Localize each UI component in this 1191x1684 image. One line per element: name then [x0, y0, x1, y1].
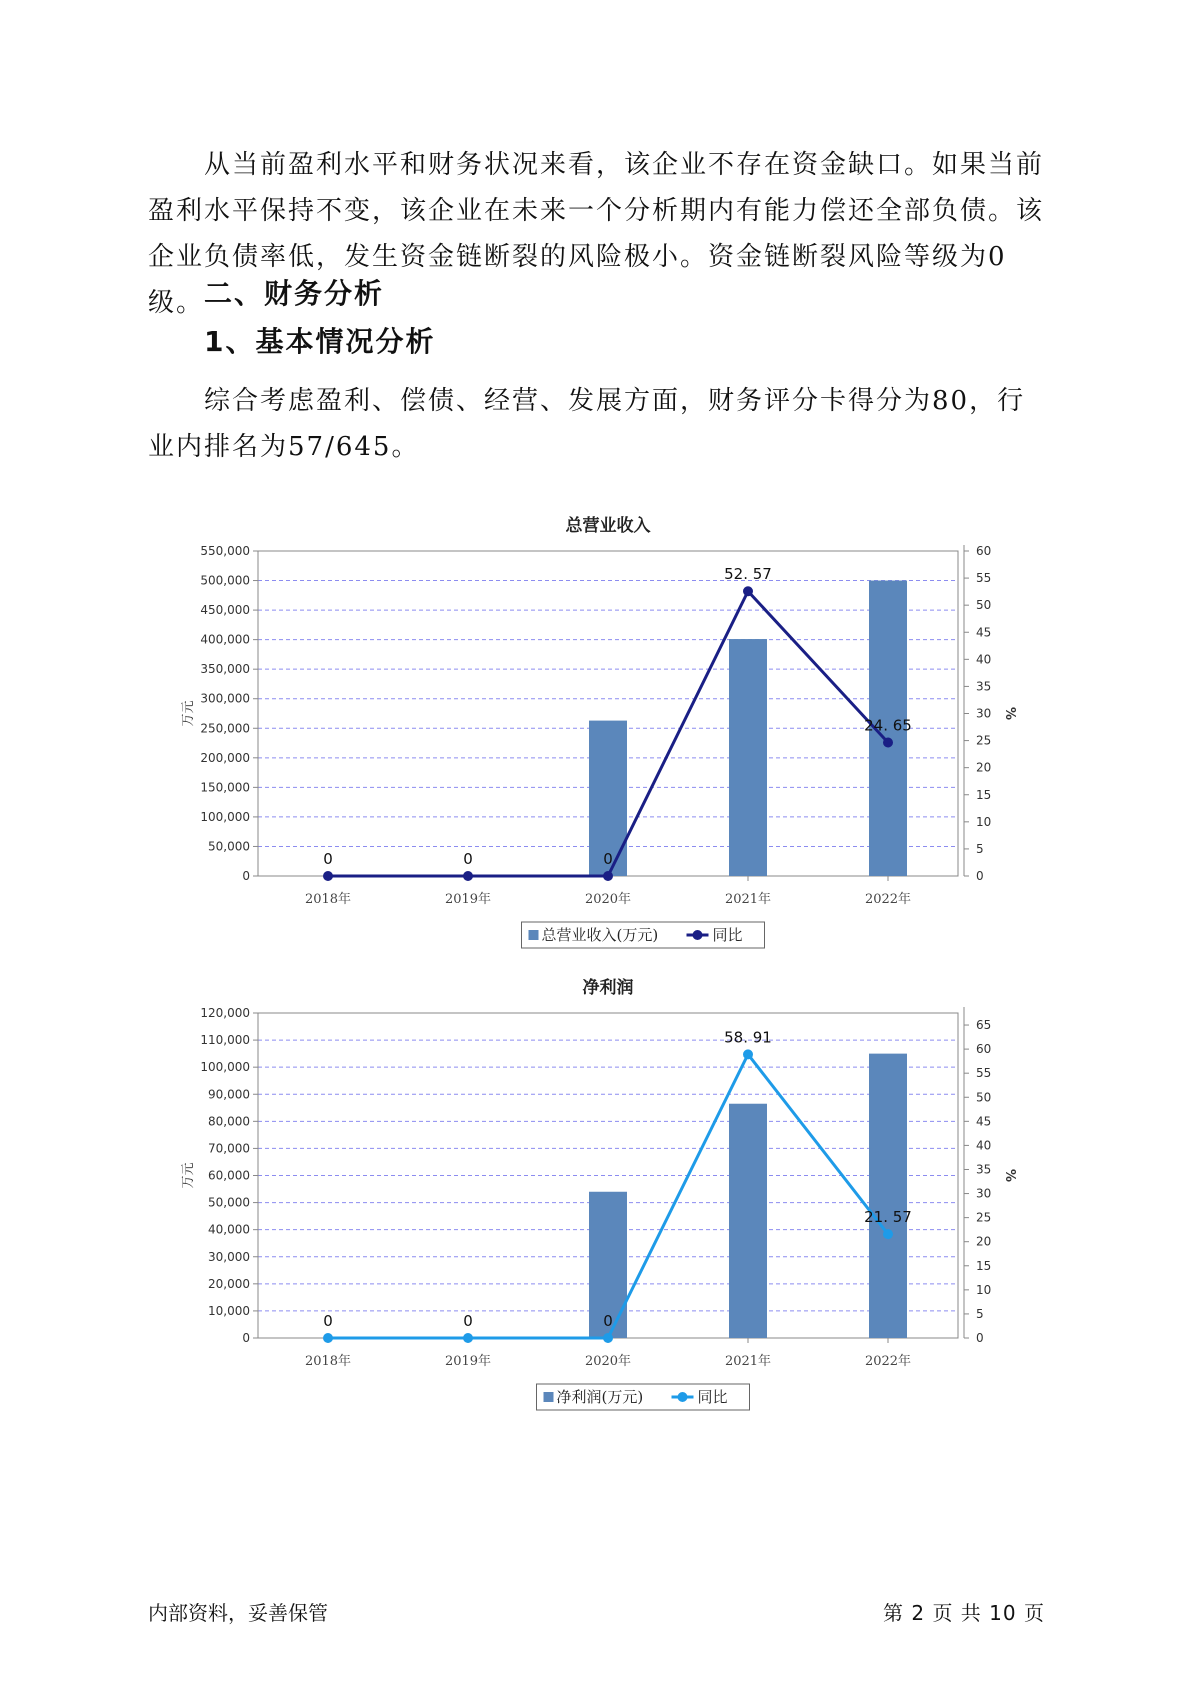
revenue-data-label: 0: [603, 850, 613, 868]
revenue-y-tick-label: 150,000: [200, 780, 250, 795]
net-profit-line-point: [743, 1049, 753, 1059]
net-profit-y-tick-label: 120,000: [200, 1006, 250, 1020]
revenue-line-point: [463, 871, 473, 881]
revenue-data-label: 24. 65: [864, 716, 912, 735]
revenue-title: 总营业收入: [565, 516, 651, 536]
revenue-y2-tick-label: 60: [976, 544, 992, 558]
revenue-y-tick-label: 550,000: [200, 544, 250, 558]
revenue-line-point: [323, 871, 333, 881]
footer-confidential-note: 内部资料，妥善保管: [148, 1601, 328, 1625]
net-profit-y-axis-label: 万元: [181, 1162, 196, 1189]
net-profit-y2-tick-label: 30: [976, 1186, 992, 1201]
revenue-line-point: [883, 737, 893, 747]
revenue-y-tick-label: 450,000: [200, 603, 250, 618]
revenue-x-tick-label: 2021年: [724, 892, 772, 907]
revenue-y2-tick-label: 25: [976, 733, 992, 748]
net-profit-y2-tick-label: 65: [976, 1018, 992, 1033]
paragraph-score: 综合考虑盈利、偿债、经营、发展方面，财务评分卡得分为80，行业内排名为57/645。: [148, 386, 1026, 462]
net-profit-x-tick-label: 2020年: [584, 1354, 632, 1369]
net-profit-x-tick-label: 2018年: [304, 1354, 352, 1369]
revenue-data-label: 52. 57: [724, 565, 772, 584]
revenue-y-axis-label: 万元: [181, 700, 196, 727]
section-heading-financial-analysis: 二、财务分析: [204, 277, 385, 310]
revenue-bar: [729, 639, 767, 876]
net-profit-title: 净利润: [582, 978, 634, 998]
revenue-y-tick-label: 300,000: [200, 691, 250, 706]
net-profit-legend-line-label: 同比: [697, 1388, 728, 1406]
net-profit-y-tick-label: 0: [242, 1331, 250, 1345]
revenue-y-tick-label: 100,000: [200, 809, 250, 824]
revenue-x-tick-label: 2020年: [584, 892, 632, 907]
net-profit-y-tick-label: 10,000: [208, 1303, 250, 1318]
net-profit-y-tick-label: 100,000: [200, 1060, 250, 1075]
revenue-legend-bar-swatch: [529, 930, 539, 940]
paragraph-funding-gap: 从当前盈利水平和财务状况来看，该企业不存在资金缺口。如果当前盈利水平保持不变，该企业在未来一个分析期内有能力偿还全部负债。该企业负债率低，发生资金链断裂的风险极小。资金链断裂风险等级为0级。: [148, 150, 1045, 318]
revenue-chart: [0, 480, 1191, 944]
net-profit-chart-svg: [0, 942, 1191, 1406]
net-profit-line-point: [883, 1229, 893, 1239]
net-profit-y2-tick-label: 50: [976, 1090, 992, 1105]
net-profit-y2-tick-label: 25: [976, 1210, 992, 1225]
revenue-y-tick-label: 350,000: [200, 662, 250, 677]
revenue-line-point: [603, 871, 613, 881]
revenue-y2-tick-label: 45: [976, 625, 992, 640]
net-profit-x-tick-label: 2019年: [444, 1354, 492, 1369]
net-profit-y-tick-label: 50,000: [208, 1195, 250, 1210]
net-profit-y2-tick-label: 40: [976, 1138, 992, 1153]
revenue-legend-bar-label: 总营业收入(万元): [541, 926, 659, 944]
net-profit-chart: [0, 942, 1191, 1406]
net-profit-legend: [537, 1384, 750, 1410]
net-profit-y2-tick-label: 45: [976, 1114, 992, 1129]
net-profit-line-point: [323, 1333, 333, 1343]
net-profit-data-label: 21. 57: [864, 1208, 912, 1227]
net-profit-data-label: 0: [323, 1312, 333, 1330]
revenue-y2-tick-label: 55: [976, 571, 992, 586]
net-profit-y2-tick-label: 60: [976, 1042, 992, 1057]
net-profit-legend-bar-label: 净利润(万元): [556, 1388, 644, 1406]
net-profit-y2-tick-label: 55: [976, 1066, 992, 1081]
revenue-x-tick-label: 2022年: [864, 892, 912, 907]
revenue-y2-tick-label: 10: [976, 814, 992, 829]
net-profit-y2-axis-label: %: [1002, 1168, 1017, 1183]
revenue-y-tick-label: 0: [242, 869, 250, 883]
net-profit-y-tick-label: 70,000: [208, 1141, 250, 1156]
net-profit-x-tick-label: 2021年: [724, 1354, 772, 1369]
revenue-y2-axis-label: %: [1002, 706, 1017, 721]
net-profit-y2-tick-label: 15: [976, 1258, 992, 1273]
net-profit-line-point: [603, 1333, 613, 1343]
revenue-y2-tick-label: 40: [976, 652, 992, 667]
net-profit-y2-tick-label: 35: [976, 1162, 992, 1177]
net-profit-y2-tick-label: 20: [976, 1234, 992, 1249]
net-profit-x-tick-label: 2022年: [864, 1354, 912, 1369]
revenue-y-tick-label: 50,000: [208, 839, 250, 854]
subsection-heading-basic-analysis: 1、基本情况分析: [204, 325, 436, 358]
revenue-y2-tick-label: 35: [976, 679, 992, 694]
revenue-y2-tick-label: 5: [976, 841, 984, 856]
net-profit-data-label: 0: [603, 1312, 613, 1330]
revenue-line-point: [743, 586, 753, 596]
net-profit-y-tick-label: 80,000: [208, 1114, 250, 1129]
net-profit-y2-tick-label: 5: [976, 1306, 984, 1321]
net-profit-y2-tick-label: 10: [976, 1282, 992, 1297]
net-profit-y-tick-label: 90,000: [208, 1087, 250, 1102]
net-profit-y-tick-label: 60,000: [208, 1168, 250, 1183]
net-profit-data-label: 58. 91: [724, 1028, 772, 1047]
net-profit-y-tick-label: 20,000: [208, 1276, 250, 1291]
net-profit-y-tick-label: 30,000: [208, 1249, 250, 1264]
revenue-x-tick-label: 2019年: [444, 892, 492, 907]
revenue-y-tick-label: 500,000: [200, 573, 250, 588]
revenue-y2-tick-label: 50: [976, 598, 992, 613]
net-profit-legend-bar-swatch: [544, 1392, 554, 1402]
net-profit-y2-tick-label: 0: [976, 1331, 984, 1345]
revenue-y2-tick-label: 0: [976, 869, 984, 883]
net-profit-line-point: [463, 1333, 473, 1343]
revenue-y2-tick-label: 15: [976, 787, 992, 802]
revenue-chart-svg: [0, 480, 1191, 944]
revenue-y-tick-label: 200,000: [200, 750, 250, 765]
footer-page-number: 第 2 页 共 10 页: [883, 1601, 1045, 1625]
net-profit-bar: [729, 1104, 767, 1338]
revenue-y2-tick-label: 30: [976, 706, 992, 721]
revenue-data-label: 0: [463, 850, 473, 868]
revenue-x-tick-label: 2018年: [304, 892, 352, 907]
revenue-data-label: 0: [323, 850, 333, 868]
revenue-y-tick-label: 400,000: [200, 632, 250, 647]
revenue-y-tick-label: 250,000: [200, 721, 250, 736]
revenue-legend-line-label: 同比: [712, 926, 743, 944]
net-profit-y-tick-label: 40,000: [208, 1222, 250, 1237]
revenue-legend-line-marker: [693, 930, 703, 940]
revenue-y2-tick-label: 20: [976, 760, 992, 775]
net-profit-y-tick-label: 110,000: [200, 1033, 250, 1048]
net-profit-data-label: 0: [463, 1312, 473, 1330]
net-profit-bar: [869, 1054, 907, 1338]
net-profit-legend-line-marker: [678, 1392, 688, 1402]
